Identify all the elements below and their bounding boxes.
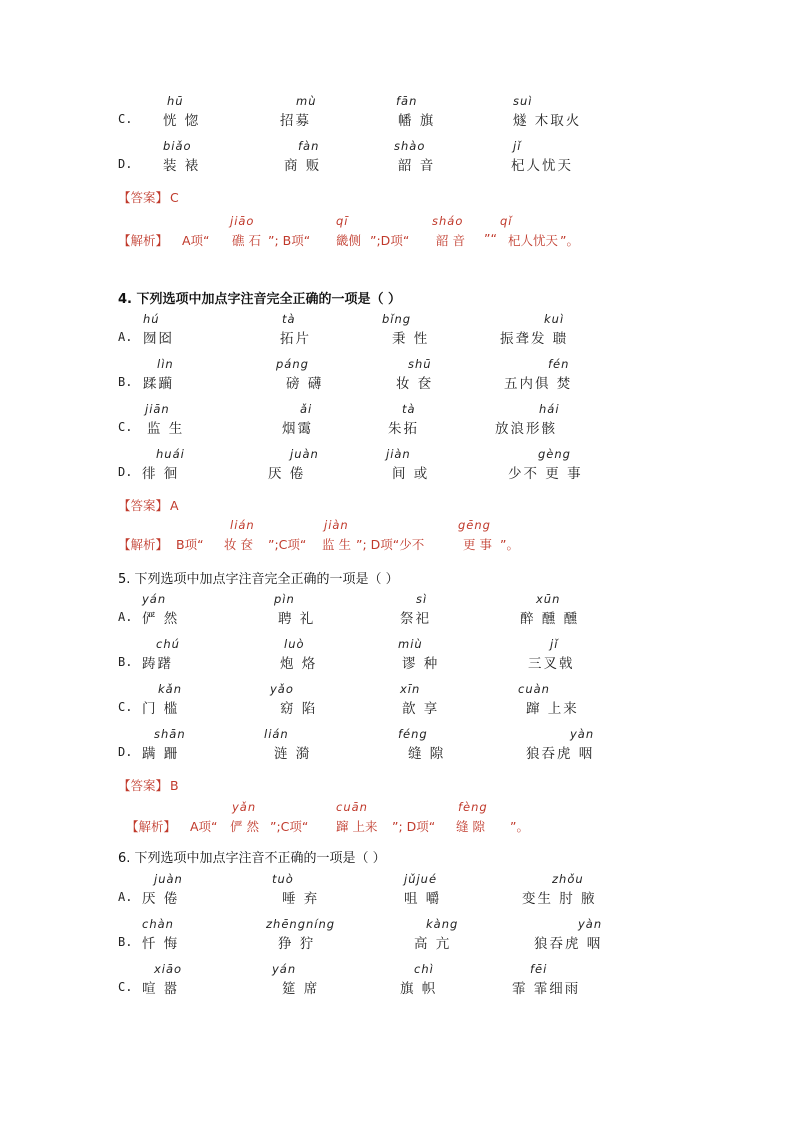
q5-option-d — [118, 727, 718, 767]
analysis-tag: 【解析】 — [126, 819, 177, 834]
q6-option-a — [118, 872, 718, 912]
pinyin: lián — [230, 518, 255, 532]
analysis-text: ”;C项“ — [270, 819, 309, 834]
item — [143, 357, 293, 397]
pinyin: qī — [336, 214, 349, 228]
pinyin: cuān — [336, 800, 368, 814]
pinyin: fén — [548, 357, 570, 371]
word: 间 或 — [392, 466, 430, 482]
item — [147, 402, 297, 442]
pinyin: jǔjué — [404, 872, 438, 886]
q6-option-c — [118, 962, 718, 1002]
pinyin: mù — [296, 94, 317, 108]
pinyin: fān — [396, 94, 418, 108]
word: 霏 霏细雨 — [512, 981, 581, 997]
item — [142, 637, 292, 677]
option-label: C. — [118, 112, 133, 126]
pinyin: yán — [272, 962, 297, 976]
q3-option-d — [118, 139, 718, 179]
option-label: C. — [118, 980, 133, 994]
word: 厌 倦 — [268, 466, 306, 482]
answer-tag: 【答案】 — [118, 190, 169, 205]
pinyin: sháo — [432, 214, 464, 228]
analysis-word: 更 事 — [463, 537, 492, 552]
analysis-text: A项“ — [190, 819, 218, 834]
pinyin: shào — [394, 139, 426, 153]
word: 放浪形骸 — [495, 421, 557, 437]
item — [266, 917, 428, 957]
word: 踌躇 — [142, 656, 173, 672]
word: 门 槛 — [142, 701, 180, 717]
analysis-word: 蹿 上来 — [336, 819, 378, 834]
word: 监 生 — [147, 421, 185, 437]
item — [520, 592, 670, 632]
analysis-text: ”。 — [560, 233, 579, 248]
pinyin: juàn — [154, 872, 183, 886]
word: 五内俱 焚 — [504, 376, 573, 392]
item — [508, 447, 658, 487]
analysis-word: 畿侧 — [336, 233, 362, 248]
analysis-word: 俨 然 — [230, 819, 259, 834]
word: 招募 — [280, 113, 311, 129]
analysis-text: ”。 — [500, 537, 519, 552]
word: 三叉戟 — [528, 656, 575, 672]
pinyin: zhēngníng — [266, 917, 336, 931]
q6-title: 6. 下列选项中加点字注音不正确的一项是（ ） — [118, 851, 386, 866]
item — [534, 917, 684, 957]
option-label: D. — [118, 745, 133, 759]
pinyin: tà — [402, 402, 416, 416]
item — [142, 962, 292, 1002]
option-label: C. — [118, 420, 133, 434]
analysis-text: ”; D项“少不 — [356, 537, 425, 552]
word: 少不 更 事 — [508, 466, 583, 482]
q3-option-c — [118, 94, 718, 134]
word: 忏 悔 — [142, 936, 180, 952]
word: 咀 嚼 — [404, 891, 442, 907]
pinyin: gèng — [538, 447, 571, 461]
word: 狼吞虎 咽 — [526, 746, 595, 762]
option-label: B. — [118, 375, 133, 389]
pinyin: xiāo — [154, 962, 183, 976]
pinyin: sì — [416, 592, 428, 606]
word: 蹒 跚 — [142, 746, 180, 762]
word: 歆 享 — [402, 701, 440, 717]
word: 磅 礴 — [286, 376, 324, 392]
q5-analysis — [126, 800, 726, 840]
analysis-word: 监 生 — [322, 537, 351, 552]
item — [511, 139, 661, 179]
word: 谬 种 — [402, 656, 440, 672]
word: 装 裱 — [163, 158, 201, 174]
pinyin: cuàn — [518, 682, 550, 696]
pinyin: yàn — [578, 917, 603, 931]
pinyin: hū — [167, 94, 184, 108]
option-label: A. — [118, 330, 133, 344]
item — [142, 592, 292, 632]
option-label: D. — [118, 465, 133, 479]
item — [142, 872, 292, 912]
pinyin: páng — [276, 357, 309, 371]
pinyin: yǎo — [270, 682, 294, 696]
q4-option-d — [118, 447, 718, 487]
answer-value: B — [170, 778, 179, 793]
pinyin: yán — [142, 592, 167, 606]
pinyin: bǐng — [382, 312, 412, 326]
word: 聘 礼 — [278, 611, 316, 627]
pinyin: biǎo — [163, 139, 192, 153]
answer-value: A — [170, 498, 179, 513]
pinyin: zhǒu — [552, 872, 584, 886]
pinyin: lìn — [157, 357, 174, 371]
item — [504, 357, 654, 397]
pinyin: xīn — [400, 682, 421, 696]
pinyin: jiāo — [230, 214, 255, 228]
word: 厌 倦 — [142, 891, 180, 907]
word: 拓片 — [280, 331, 311, 347]
analysis-text: B项“ — [176, 537, 204, 552]
option-label: C. — [118, 700, 133, 714]
pinyin: jǐ — [550, 637, 559, 651]
word: 筵 席 — [282, 981, 320, 997]
word: 狼吞虎 咽 — [534, 936, 603, 952]
pinyin: fèng — [458, 800, 488, 814]
item — [495, 402, 645, 442]
word: 窈 陷 — [280, 701, 318, 717]
word: 喧 嚣 — [142, 981, 180, 997]
pinyin: xūn — [536, 592, 561, 606]
word: 祭祀 — [400, 611, 431, 627]
analysis-text: ”“ — [484, 231, 497, 246]
analysis-tag: 【解析】 — [118, 537, 169, 552]
analysis-tag: 【解析】 — [118, 233, 169, 248]
pinyin: chú — [156, 637, 180, 651]
word: 商 贩 — [284, 158, 322, 174]
analysis-text: ”;C项“ — [268, 537, 307, 552]
pinyin: hú — [143, 312, 160, 326]
answer-value: C — [170, 190, 179, 205]
pinyin: jiàn — [324, 518, 349, 532]
pinyin: tuò — [272, 872, 294, 886]
word: 朱拓 — [388, 421, 419, 437]
word: 徘 徊 — [142, 466, 180, 482]
item — [512, 962, 662, 1002]
word: 醉 醺 醺 — [520, 611, 580, 627]
pinyin: yǎn — [232, 800, 257, 814]
word: 烟霭 — [282, 421, 313, 437]
option-label: B. — [118, 935, 133, 949]
pinyin: shān — [154, 727, 186, 741]
pinyin: lián — [264, 727, 289, 741]
analysis-word: 妆 奁 — [224, 537, 253, 552]
q3-answer — [118, 188, 179, 206]
word: 蹂躏 — [143, 376, 174, 392]
pinyin: tà — [282, 312, 296, 326]
pinyin: kàng — [426, 917, 459, 931]
item — [500, 312, 650, 352]
word: 唾 弃 — [282, 891, 320, 907]
word: 俨 然 — [142, 611, 180, 627]
word: 高 亢 — [414, 936, 452, 952]
pinyin: féng — [398, 727, 428, 741]
pinyin: juàn — [290, 447, 319, 461]
option-label: D. — [118, 157, 133, 171]
word: 妆 奁 — [396, 376, 434, 392]
pinyin: fēi — [530, 962, 548, 976]
pinyin: gēng — [458, 518, 491, 532]
analysis-text: A项“ — [182, 233, 210, 248]
q3-analysis — [118, 214, 718, 254]
item — [513, 94, 663, 134]
q4-option-c — [118, 402, 718, 442]
analysis-text: ”; D项“ — [392, 819, 436, 834]
analysis-text: ”;D项“ — [370, 233, 410, 248]
q4-title: 4. 下列选项中加点字注音完全正确的一项是（ ） — [118, 292, 402, 307]
analysis-word: 韶 音 — [436, 233, 465, 248]
q4-answer — [118, 496, 179, 514]
word: 振聋发 聩 — [500, 331, 569, 347]
pinyin: jiān — [145, 402, 170, 416]
q4-analysis — [118, 518, 718, 558]
item — [518, 682, 676, 722]
q5-option-c — [118, 682, 718, 722]
pinyin: fàn — [298, 139, 320, 153]
pinyin: chàn — [142, 917, 174, 931]
pinyin: shū — [408, 357, 432, 371]
pinyin: ǎi — [300, 402, 313, 416]
word: 炮 烙 — [280, 656, 318, 672]
pinyin: qǐ — [500, 214, 513, 228]
answer-tag: 【答案】 — [118, 498, 169, 513]
pinyin: luò — [284, 637, 305, 651]
word: 恍 惚 — [163, 113, 201, 129]
pinyin: jiàn — [386, 447, 411, 461]
word: 燧 木取火 — [513, 113, 582, 129]
word: 囫囵 — [143, 331, 174, 347]
option-label: A. — [118, 890, 133, 904]
word: 幡 旗 — [398, 113, 436, 129]
pinyin: kǎn — [158, 682, 182, 696]
analysis-text: ”; B项“ — [268, 233, 311, 248]
pinyin: yàn — [570, 727, 595, 741]
analysis-word: 礁 石 — [232, 233, 261, 248]
option-label: B. — [118, 655, 133, 669]
q5-option-a — [118, 592, 718, 632]
pinyin: miù — [398, 637, 423, 651]
pinyin: huái — [156, 447, 185, 461]
pinyin: kuì — [544, 312, 565, 326]
word: 变生 肘 腋 — [522, 891, 597, 907]
word: 涟 漪 — [274, 746, 312, 762]
pinyin: suì — [513, 94, 533, 108]
analysis-word: 杞人忧天 — [508, 233, 559, 248]
option-label: A. — [118, 610, 133, 624]
pinyin: pìn — [274, 592, 295, 606]
q5-answer — [118, 776, 179, 794]
word: 缝 隙 — [408, 746, 446, 762]
q4-option-a — [118, 312, 718, 352]
word: 韶 音 — [398, 158, 436, 174]
item — [526, 727, 676, 767]
item — [143, 312, 293, 352]
item — [522, 872, 672, 912]
q5-title: 5. 下列选项中加点字注音完全正确的一项是（ ） — [118, 572, 399, 587]
word: 秉 性 — [392, 331, 430, 347]
word: 旗 帜 — [400, 981, 438, 997]
q6-option-b — [118, 917, 718, 957]
word: 杞人忧天 — [511, 158, 573, 174]
pinyin: hái — [539, 402, 560, 416]
word: 狰 狞 — [278, 936, 316, 952]
q5-option-b — [118, 637, 718, 677]
analysis-word: 缝 隙 — [456, 819, 485, 834]
answer-tag: 【答案】 — [118, 778, 169, 793]
q4-option-b — [118, 357, 718, 397]
pinyin: jǐ — [513, 139, 522, 153]
analysis-text: ”。 — [510, 819, 529, 834]
pinyin: chì — [414, 962, 434, 976]
word: 蹿 上来 — [526, 701, 579, 717]
item — [528, 637, 678, 677]
